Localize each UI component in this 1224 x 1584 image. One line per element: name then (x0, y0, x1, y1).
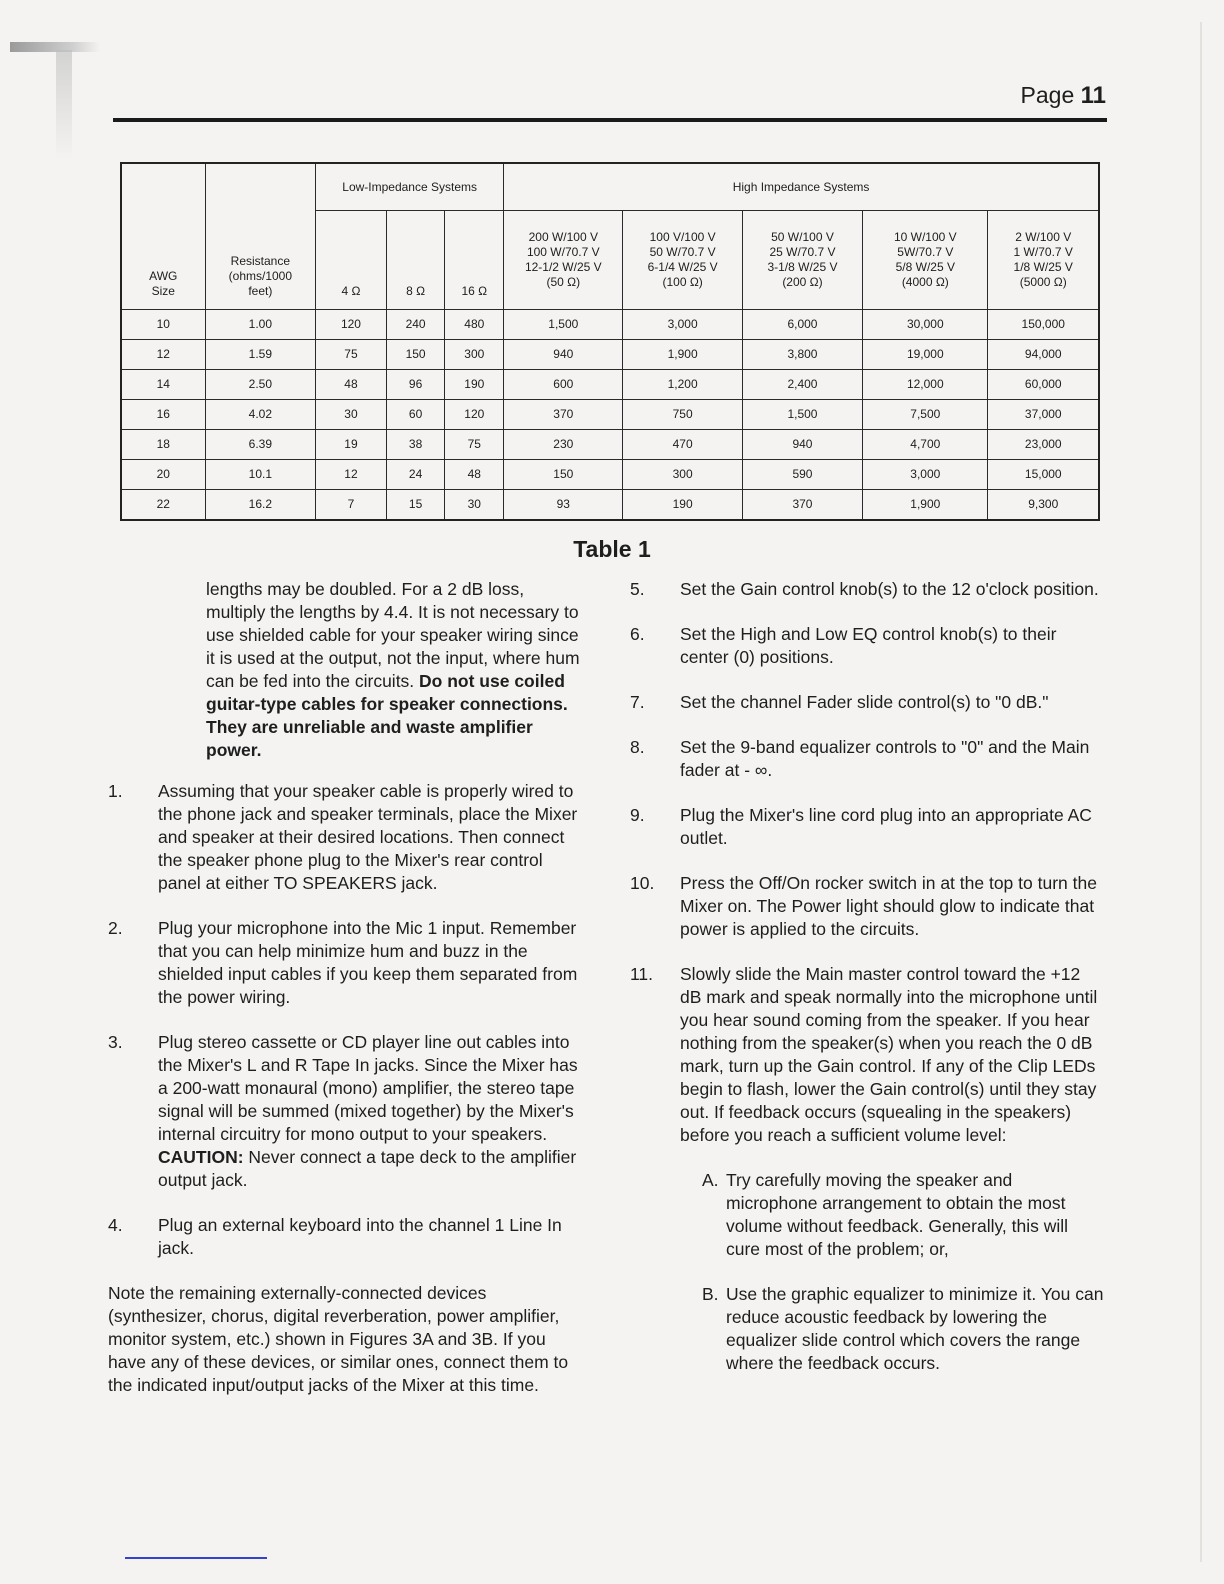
page-number: 11 (1080, 82, 1106, 109)
table-cell: 480 (445, 310, 504, 340)
scan-artifact (10, 42, 100, 52)
header-low-impedance: Low-Impedance Systems (316, 163, 504, 211)
table-cell: 1.59 (205, 340, 316, 370)
table-cell: 60 (386, 400, 445, 430)
table-cell: 300 (445, 340, 504, 370)
item-number: 6. (630, 624, 645, 644)
table-cell: 150 (386, 340, 445, 370)
table-cell: 30 (316, 400, 387, 430)
table-cell: 14 (121, 370, 205, 400)
item-body: Plug an external keyboard into the channel 1 Line In jack. (158, 1215, 562, 1258)
item-number: 10. (630, 873, 655, 893)
table-cell: 15 (386, 490, 445, 521)
table-cell: 1.00 (205, 310, 316, 340)
right-column (630, 578, 1106, 1397)
sub-item-letter: B. (702, 1284, 719, 1304)
table-cell: 16.2 (205, 490, 316, 521)
table-cell: 93 (504, 490, 623, 521)
table-cell: 940 (742, 430, 862, 460)
list-item (108, 780, 588, 895)
table-cell: 1,900 (623, 340, 742, 370)
table-cell: 1,200 (623, 370, 742, 400)
table-cell: 94,000 (988, 340, 1099, 370)
table-cell: 2.50 (205, 370, 316, 400)
table-cell: 1,900 (863, 490, 988, 521)
list-item (630, 963, 1106, 1147)
item-number: 4. (108, 1215, 123, 1235)
header-awg-size: AWG Size (121, 163, 205, 310)
list-item (630, 691, 1106, 714)
table-cell: 19,000 (863, 340, 988, 370)
table-cell: 240 (386, 310, 445, 340)
intro-paragraph (108, 578, 588, 762)
table-row (121, 430, 1099, 460)
table-cell: 3,000 (623, 310, 742, 340)
item-body-after: Never connect a tape deck to the amplifier output jack. (158, 1147, 577, 1190)
table-cell: 30,000 (863, 310, 988, 340)
scan-artifact (56, 50, 72, 160)
table-cell: 1,500 (504, 310, 623, 340)
table-cell: 470 (623, 430, 742, 460)
table-cell: 60,000 (988, 370, 1099, 400)
table-cell: 37,000 (988, 400, 1099, 430)
wire-gauge-table (120, 162, 1100, 521)
list-item (630, 623, 1106, 669)
item-number: 5. (630, 579, 645, 599)
table-cell: 3,000 (863, 460, 988, 490)
item-text (158, 917, 588, 1009)
table-cell: 190 (445, 370, 504, 400)
item-number: 1. (108, 781, 123, 801)
page-number-label (1021, 82, 1106, 110)
table-cell: 1,500 (742, 400, 862, 430)
table-cell: 12,000 (863, 370, 988, 400)
list-item (630, 578, 1106, 601)
table-cell: 75 (316, 340, 387, 370)
table-cell: 190 (623, 490, 742, 521)
table-cell: 150,000 (988, 310, 1099, 340)
table-cell: 24 (386, 460, 445, 490)
header-high-4: 2 W/100 V 1 W/70.7 V 1/8 W/25 V (5000 Ω) (988, 211, 1099, 310)
item-text: Set the 9-band equalizer controls to "0" and the Main fader at - ∞. (680, 737, 1090, 780)
table-cell: 6,000 (742, 310, 862, 340)
table-cell: 600 (504, 370, 623, 400)
page-edge (1200, 22, 1202, 1562)
header-low-1: 8 Ω (386, 211, 445, 310)
table-cell: 370 (742, 490, 862, 521)
table-row (121, 370, 1099, 400)
intro-text: lengths may be doubled. For a 2 dB loss, multiply the lengths by 4.4. It is not necessary to use shielded cable for your speaker wiring since it is used at the output, not the input, where hum can be fed into the circuits. (206, 579, 580, 691)
table-cell: 150 (504, 460, 623, 490)
table-cell: 30 (445, 490, 504, 521)
table-cell: 120 (316, 310, 387, 340)
header-low-2: 16 Ω (445, 211, 504, 310)
table-cell: 12 (316, 460, 387, 490)
table-row (121, 400, 1099, 430)
table-cell: 48 (316, 370, 387, 400)
item-number: 2. (108, 918, 123, 938)
table-cell: 4.02 (205, 400, 316, 430)
note-paragraph: Note the remaining externally-connected devices (synthesizer, chorus, digital reverberation, power amplifier, monitor system, etc.) shown in Figures 3A and 3B. If you have any of these devices, or similar ones, connect them to the indicated input/output jacks of the Mixer at this time. (108, 1283, 569, 1395)
list-item (630, 804, 1106, 850)
table-cell: 230 (504, 430, 623, 460)
list-item (630, 872, 1106, 941)
page-word: Page (1020, 82, 1075, 108)
list-item (108, 1031, 588, 1192)
table-cell: 20 (121, 460, 205, 490)
table-cell: 19 (316, 430, 387, 460)
table-cell: 10 (121, 310, 205, 340)
table-cell: 940 (504, 340, 623, 370)
table-caption: Table 1 (573, 536, 651, 562)
item-number: 7. (630, 692, 645, 712)
table-cell: 15,000 (988, 460, 1099, 490)
table-cell: 3,800 (742, 340, 862, 370)
item-text (158, 1214, 588, 1260)
table-cell: 4,700 (863, 430, 988, 460)
table-cell: 23,000 (988, 430, 1099, 460)
item-text: Press the Off/On rocker switch in at the top to turn the Mixer on. The Power light should glow to indicate that power is applied to the circuits. (680, 873, 1097, 939)
table-cell: 10.1 (205, 460, 316, 490)
table-cell: 12 (121, 340, 205, 370)
sub-item-letter: A. (702, 1170, 719, 1190)
table-cell: 6.39 (205, 430, 316, 460)
header-high-1: 100 V/100 V 50 W/70.7 V 6-1/4 W/25 V (100 Ω) (623, 211, 742, 310)
table-cell: 120 (445, 400, 504, 430)
header-high-0: 200 W/100 V 100 W/70.7 V 12-1/2 W/25 V (50 Ω) (504, 211, 623, 310)
table-cell: 7 (316, 490, 387, 521)
item-body: Plug stereo cassette or CD player line out cables into the Mixer's L and R Tape In jacks. Since the Mixer has a 200-watt monaural (mono) amplifier, the stereo tape signal will be summed (mixed together) by the Mixer's internal circuitry for mono output to your speakers. (158, 1032, 578, 1144)
table-cell: 9,300 (988, 490, 1099, 521)
table-cell: 75 (445, 430, 504, 460)
table-cell: 7,500 (863, 400, 988, 430)
item-text: Set the Gain control knob(s) to the 12 o'clock position. (680, 579, 1099, 599)
table-cell: 16 (121, 400, 205, 430)
item-number: 3. (108, 1032, 123, 1052)
table-row (121, 340, 1099, 370)
list-item (108, 917, 588, 1009)
header-rule (113, 118, 1107, 122)
list-item (630, 736, 1106, 782)
item-text: Set the High and Low EQ control knob(s) to their center (0) positions. (680, 624, 1057, 667)
header-high-2: 50 W/100 V 25 W/70.7 V 3-1/8 W/25 V (200 Ω) (742, 211, 862, 310)
table-cell: 300 (623, 460, 742, 490)
table-cell: 590 (742, 460, 862, 490)
header-high-3: 10 W/100 V 5W/70.7 V 5/8 W/25 V (4000 Ω) (863, 211, 988, 310)
table-cell: 370 (504, 400, 623, 430)
footer-link-line (125, 1557, 267, 1559)
header-low-0: 4 Ω (316, 211, 387, 310)
item-number: 11. (630, 964, 654, 984)
intro-warning: Do not use coiled guitar-type cables for speaker connections. They are unreliable and waste amplifier power. (206, 671, 568, 760)
item-number: 9. (630, 805, 645, 825)
table-row (121, 310, 1099, 340)
table-cell: 38 (386, 430, 445, 460)
table-cell: 18 (121, 430, 205, 460)
item-text (158, 780, 588, 895)
header-resistance: Resistance (ohms/1000 feet) (205, 163, 316, 310)
item-text: Slowly slide the Main master control toward the +12 dB mark and speak normally into the microphone until you hear sound coming from the speaker. If you hear nothing from the speaker(s) when you reach the 0 dB mark, turn up the Gain control. If any of the Clip LEDs begin to flash, lower the Gain control(s) until they stay out. If feedback occurs (squealing in the speakers) before you reach a sufficient volume level: (680, 964, 1098, 1145)
list-item (108, 1214, 588, 1260)
table-row (121, 490, 1099, 521)
table-cell: 96 (386, 370, 445, 400)
item-caution: CAUTION: (158, 1147, 244, 1167)
table-cell: 2,400 (742, 370, 862, 400)
sub-list-item (702, 1169, 1106, 1261)
sub-item-text: Try carefully moving the speaker and microphone arrangement to obtain the most volume without feedback. Generally, this will cure most of the problem; or, (726, 1170, 1069, 1259)
header-high-impedance: High Impedance Systems (504, 163, 1099, 211)
sub-list-item (702, 1283, 1106, 1375)
item-text: Plug the Mixer's line cord plug into an appropriate AC outlet. (680, 805, 1092, 848)
item-text (158, 1031, 588, 1192)
item-body: Assuming that your speaker cable is properly wired to the phone jack and speaker terminals, place the Mixer and speaker at their desired locations. Then connect the speaker phone plug to the Mixer's rear control panel at either TO SPEAKERS jack. (158, 781, 578, 893)
item-number: 8. (630, 737, 645, 757)
item-body: Plug your microphone into the Mic 1 input. Remember that you can help minimize hum and buzz in the shielded input cables if you keep them separated from the power wiring. (158, 918, 578, 1007)
table-cell: 22 (121, 490, 205, 521)
table-row (121, 460, 1099, 490)
sub-item-text: Use the graphic equalizer to minimize it. You can reduce acoustic feedback by lowering the equalizer slide control which covers the range where the feedback occurs. (726, 1284, 1104, 1373)
table-cell: 750 (623, 400, 742, 430)
table-cell: 48 (445, 460, 504, 490)
item-text: Set the channel Fader slide control(s) to "0 dB." (680, 692, 1049, 712)
left-column (108, 578, 588, 1415)
